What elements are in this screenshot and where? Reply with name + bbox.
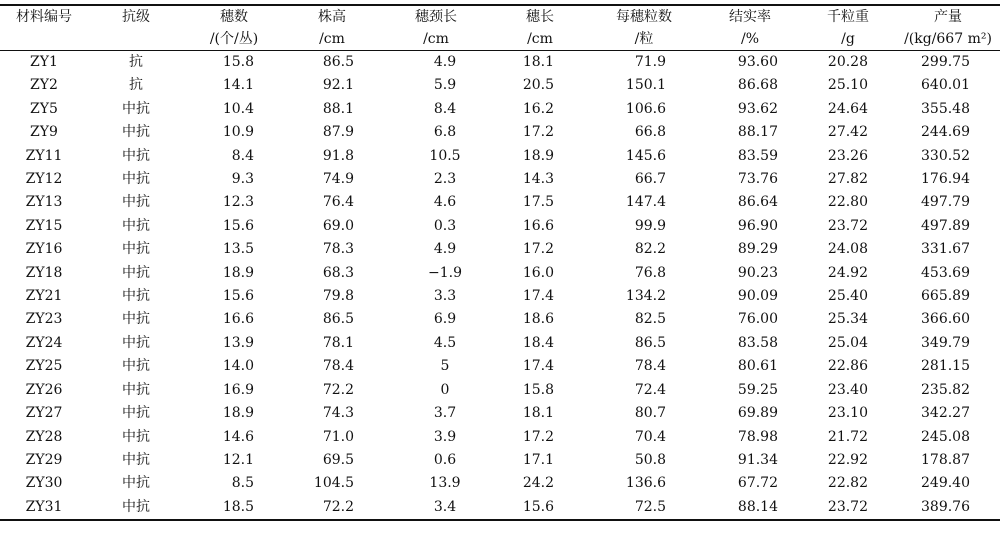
cell-neck-length: 4.6 [433, 194, 457, 211]
cell-plant-height: 72.2 [322, 498, 354, 515]
cell-id: ZY27 [25, 405, 63, 422]
table-row [0, 121, 1000, 144]
cell-seed-setting: 93.60 [737, 54, 778, 70]
cell-yield: 497.79 [921, 194, 970, 211]
cell-yield: 281.15 [921, 358, 970, 375]
cell-grain-weight: 23.26 [827, 147, 868, 164]
cell-panicle-length: 15.6 [522, 498, 554, 515]
cell-grain-weight: 23.10 [827, 405, 868, 422]
cell-panicle-length: 18.1 [522, 54, 554, 70]
cell-neck-length: 3.3 [433, 288, 457, 305]
cell-panicles: 15.6 [222, 217, 254, 234]
header-col-seed-setting: 结实率 [729, 9, 771, 25]
cell-id: ZY26 [25, 381, 63, 398]
cell-neck-length: 5 [440, 358, 450, 375]
cell-yield: 640.01 [921, 77, 970, 94]
cell-seed-setting: 88.14 [737, 498, 778, 515]
cell-grain-weight: 23.72 [827, 217, 868, 234]
cell-grains: 145.6 [625, 147, 666, 164]
cell-seed-setting: 83.59 [737, 147, 778, 164]
cell-seed-setting: 86.68 [737, 77, 778, 94]
table-row [0, 332, 1000, 355]
cell-resistance: 中抗 [122, 288, 150, 305]
cell-grains: 76.8 [634, 264, 666, 281]
cell-panicles: 14.6 [222, 428, 254, 445]
cell-seed-setting: 83.58 [737, 334, 778, 351]
cell-panicles: 16.9 [222, 381, 254, 398]
cell-panicles: 16.6 [222, 311, 254, 328]
table-row [0, 379, 1000, 402]
cell-id: ZY2 [30, 77, 58, 94]
cell-panicles: 14.1 [222, 77, 254, 94]
header-col-grain-weight: 千粒重 [827, 9, 869, 25]
cell-id: ZY31 [25, 498, 63, 515]
unit-col-neck-length: /cm [380, 28, 492, 51]
cell-yield: 453.69 [921, 264, 970, 281]
unit-col-resistance [88, 28, 184, 51]
cell-id: ZY21 [25, 288, 63, 305]
cell-grain-weight: 24.64 [827, 100, 868, 117]
table-row [0, 191, 1000, 214]
cell-neck-length: −1.9 [428, 264, 462, 281]
cell-resistance: 中抗 [122, 405, 150, 422]
cell-panicle-length: 17.2 [522, 124, 554, 141]
cell-neck-length: 5.9 [433, 77, 457, 94]
cell-grain-weight: 25.10 [827, 77, 868, 94]
unit-col-panicle-length: /cm [492, 28, 588, 51]
cell-yield: 349.79 [921, 334, 970, 351]
cell-panicle-length: 17.4 [522, 358, 554, 375]
cell-id: ZY11 [25, 147, 63, 164]
cell-panicle-length: 17.5 [522, 194, 554, 211]
cell-grain-weight: 25.04 [827, 334, 868, 351]
cell-grains: 150.1 [625, 77, 666, 94]
cell-seed-setting: 90.23 [737, 264, 778, 281]
cell-neck-length: 3.4 [433, 498, 457, 515]
cell-grain-weight: 23.40 [827, 381, 868, 398]
cell-yield: 249.40 [921, 475, 970, 492]
cell-resistance: 抗 [129, 54, 143, 70]
cell-panicles: 18.9 [222, 264, 254, 281]
table-row [0, 262, 1000, 285]
cell-panicle-length: 17.2 [522, 241, 554, 258]
cell-panicles: 8.4 [231, 147, 254, 164]
unit-col-id [0, 28, 88, 51]
cell-neck-length: 4.5 [433, 334, 457, 351]
cell-plant-height: 78.1 [322, 334, 354, 351]
table-row [0, 402, 1000, 425]
cell-yield: 244.69 [921, 124, 970, 141]
header-col-plant-height: 株高 [318, 9, 346, 25]
cell-yield: 245.08 [921, 428, 970, 445]
cell-grain-weight: 22.80 [827, 194, 868, 211]
unit-col-panicles: /(个/丛) [184, 28, 284, 51]
cell-grains: 147.4 [625, 194, 666, 211]
cell-yield: 355.48 [921, 100, 970, 117]
cell-yield: 331.67 [921, 241, 970, 258]
cell-panicles: 12.1 [222, 451, 254, 468]
header-col-grains: 每穗粒数 [616, 9, 672, 25]
cell-grains: 134.2 [625, 288, 666, 305]
cell-id: ZY9 [30, 124, 58, 141]
cell-yield: 299.75 [921, 54, 970, 70]
cell-seed-setting: 91.34 [737, 451, 778, 468]
cell-plant-height: 69.0 [322, 217, 354, 234]
cell-seed-setting: 80.61 [737, 358, 778, 375]
cell-grains: 72.5 [634, 498, 666, 515]
header-col-yield: 产量 [934, 9, 962, 25]
cell-resistance: 中抗 [122, 171, 150, 188]
cell-grains: 71.9 [634, 54, 666, 70]
cell-panicles: 10.4 [222, 100, 254, 117]
cell-grains: 86.5 [634, 334, 666, 351]
cell-plant-height: 78.4 [322, 358, 354, 375]
cell-plant-height: 79.8 [322, 288, 354, 305]
cell-neck-length: 2.3 [433, 171, 457, 188]
cell-grains: 82.5 [634, 311, 666, 328]
cell-panicle-length: 18.4 [522, 334, 554, 351]
cell-id: ZY13 [25, 194, 63, 211]
cell-resistance: 抗 [129, 77, 143, 94]
cell-id: ZY15 [25, 217, 63, 234]
cell-panicles: 13.9 [222, 334, 254, 351]
cell-grain-weight: 25.40 [827, 288, 868, 305]
cell-plant-height: 78.3 [322, 241, 354, 258]
data-table [0, 4, 1000, 521]
cell-id: ZY5 [30, 100, 58, 117]
header-row-names [0, 5, 1000, 28]
unit-col-grain-weight: /g [800, 28, 896, 51]
cell-seed-setting: 69.89 [737, 405, 778, 422]
cell-id: ZY25 [25, 358, 63, 375]
cell-resistance: 中抗 [122, 381, 150, 398]
cell-plant-height: 74.9 [322, 171, 354, 188]
cell-yield: 389.76 [921, 498, 970, 515]
cell-id: ZY28 [25, 428, 63, 445]
header-col-panicles: 穗数 [220, 9, 248, 25]
cell-plant-height: 86.5 [322, 54, 354, 70]
cell-grain-weight: 22.86 [827, 358, 868, 375]
cell-resistance: 中抗 [122, 124, 150, 141]
cell-yield: 176.94 [921, 171, 970, 188]
cell-panicles: 18.9 [222, 405, 254, 422]
cell-grains: 82.2 [634, 241, 666, 258]
cell-grains: 66.7 [634, 171, 666, 188]
cell-panicle-length: 17.2 [522, 428, 554, 445]
cell-neck-length: 4.9 [433, 54, 457, 70]
cell-grain-weight: 27.82 [827, 171, 868, 188]
table-row [0, 215, 1000, 238]
cell-grain-weight: 25.34 [827, 311, 868, 328]
cell-neck-length: 3.9 [433, 428, 457, 445]
cell-grains: 136.6 [625, 475, 666, 492]
header-col-neck-length: 穗颈长 [415, 9, 457, 25]
cell-grain-weight: 24.08 [827, 241, 868, 258]
cell-grains: 72.4 [634, 381, 666, 398]
cell-resistance: 中抗 [122, 264, 150, 281]
header-col-panicle-length: 穗长 [526, 9, 554, 25]
cell-plant-height: 91.8 [322, 147, 354, 164]
cell-panicles: 18.5 [222, 498, 254, 515]
cell-resistance: 中抗 [122, 334, 150, 351]
table-row [0, 496, 1000, 520]
cell-id: ZY12 [25, 171, 63, 188]
cell-plant-height: 104.5 [313, 475, 354, 492]
header-col-resistance: 抗级 [122, 9, 150, 25]
cell-seed-setting: 89.29 [737, 241, 778, 258]
cell-plant-height: 69.5 [322, 451, 354, 468]
cell-neck-length: 6.9 [433, 311, 457, 328]
cell-grains: 78.4 [634, 358, 666, 375]
cell-id: ZY29 [25, 451, 63, 468]
cell-seed-setting: 88.17 [737, 124, 778, 141]
cell-id: ZY1 [30, 54, 58, 70]
cell-panicles: 10.9 [222, 124, 254, 141]
cell-neck-length: 0.3 [433, 217, 457, 234]
cell-plant-height: 68.3 [322, 264, 354, 281]
cell-grain-weight: 23.72 [827, 498, 868, 515]
header-row-units [0, 28, 1000, 51]
cell-neck-length: 13.9 [429, 475, 461, 492]
table-row [0, 355, 1000, 378]
cell-resistance: 中抗 [122, 358, 150, 375]
cell-id: ZY16 [25, 241, 63, 258]
table-row [0, 98, 1000, 121]
cell-grains: 50.8 [634, 451, 666, 468]
cell-panicle-length: 20.5 [522, 77, 554, 94]
table-row [0, 472, 1000, 495]
table-row [0, 449, 1000, 472]
cell-panicles: 15.8 [222, 54, 254, 70]
cell-plant-height: 86.5 [322, 311, 354, 328]
cell-yield: 235.82 [921, 381, 970, 398]
cell-panicle-length: 17.1 [522, 451, 554, 468]
cell-panicles: 12.3 [222, 194, 254, 211]
cell-plant-height: 72.2 [322, 381, 354, 398]
cell-resistance: 中抗 [122, 428, 150, 445]
table-row [0, 238, 1000, 261]
cell-panicle-length: 15.8 [522, 381, 554, 398]
cell-plant-height: 88.1 [322, 100, 354, 117]
unit-col-grains: /粒 [588, 28, 700, 51]
unit-col-seed-setting: /% [700, 28, 800, 51]
cell-grain-weight: 22.92 [827, 451, 868, 468]
cell-grains: 70.4 [634, 428, 666, 445]
table-header [0, 5, 1000, 51]
cell-panicle-length: 24.2 [522, 475, 554, 492]
cell-id: ZY18 [25, 264, 63, 281]
cell-yield: 366.60 [921, 311, 970, 328]
cell-resistance: 中抗 [122, 194, 150, 211]
cell-neck-length: 3.7 [433, 405, 457, 422]
cell-yield: 665.89 [921, 288, 970, 305]
table-row [0, 426, 1000, 449]
cell-plant-height: 71.0 [322, 428, 354, 445]
cell-resistance: 中抗 [122, 100, 150, 117]
table-row [0, 285, 1000, 308]
cell-neck-length: 0.6 [433, 451, 457, 468]
cell-panicle-length: 16.0 [522, 264, 554, 281]
cell-resistance: 中抗 [122, 147, 150, 164]
cell-panicle-length: 18.9 [522, 147, 554, 164]
cell-grains: 80.7 [634, 405, 666, 422]
cell-panicles: 9.3 [231, 171, 254, 188]
unit-col-plant-height: /cm [284, 28, 380, 51]
cell-panicle-length: 16.2 [522, 100, 554, 117]
cell-yield: 178.87 [921, 451, 970, 468]
cell-grain-weight: 21.72 [827, 428, 868, 445]
cell-seed-setting: 78.98 [737, 428, 778, 445]
cell-seed-setting: 73.76 [737, 171, 778, 188]
cell-id: ZY23 [25, 311, 63, 328]
header-col-id: 材料编号 [16, 9, 72, 25]
cell-panicles: 8.5 [231, 475, 254, 492]
cell-plant-height: 74.3 [322, 405, 354, 422]
cell-seed-setting: 59.25 [737, 381, 778, 398]
cell-plant-height: 92.1 [322, 77, 354, 94]
cell-neck-length: 4.9 [433, 241, 457, 258]
cell-grains: 99.9 [634, 217, 666, 234]
cell-seed-setting: 90.09 [737, 288, 778, 305]
table-row [0, 51, 1000, 75]
unit-col-yield: /(kg/667 m²) [896, 28, 1000, 51]
cell-grain-weight: 27.42 [827, 124, 868, 141]
cell-yield: 330.52 [921, 147, 970, 164]
cell-seed-setting: 96.90 [737, 217, 778, 234]
table-row [0, 145, 1000, 168]
cell-neck-length: 0 [440, 381, 450, 398]
cell-id: ZY30 [25, 475, 63, 492]
cell-grain-weight: 24.92 [827, 264, 868, 281]
cell-panicle-length: 18.6 [522, 311, 554, 328]
cell-yield: 342.27 [921, 405, 970, 422]
table-body [0, 51, 1000, 521]
cell-plant-height: 76.4 [322, 194, 354, 211]
cell-neck-length: 10.5 [429, 147, 461, 164]
cell-grain-weight: 22.82 [827, 475, 868, 492]
cell-yield: 497.89 [921, 217, 970, 234]
cell-panicle-length: 17.4 [522, 288, 554, 305]
cell-id: ZY24 [25, 334, 63, 351]
cell-seed-setting: 76.00 [737, 311, 778, 328]
cell-panicle-length: 14.3 [522, 171, 554, 188]
cell-grain-weight: 20.28 [827, 54, 868, 70]
cell-seed-setting: 93.62 [737, 100, 778, 117]
cell-resistance: 中抗 [122, 311, 150, 328]
cell-seed-setting: 67.72 [737, 475, 778, 492]
cell-plant-height: 87.9 [322, 124, 354, 141]
cell-grains: 66.8 [634, 124, 666, 141]
cell-resistance: 中抗 [122, 217, 150, 234]
cell-resistance: 中抗 [122, 475, 150, 492]
cell-resistance: 中抗 [122, 241, 150, 258]
table-row [0, 74, 1000, 97]
cell-neck-length: 6.8 [433, 124, 457, 141]
cell-neck-length: 8.4 [433, 100, 457, 117]
cell-resistance: 中抗 [122, 451, 150, 468]
cell-resistance: 中抗 [122, 498, 150, 515]
cell-panicles: 15.6 [222, 288, 254, 305]
cell-grains: 106.6 [625, 100, 666, 117]
table-row [0, 308, 1000, 331]
cell-seed-setting: 86.64 [737, 194, 778, 211]
cell-panicle-length: 18.1 [522, 405, 554, 422]
cell-panicles: 13.5 [222, 241, 254, 258]
table-row [0, 168, 1000, 191]
cell-panicles: 14.0 [222, 358, 254, 375]
cell-panicle-length: 16.6 [522, 217, 554, 234]
